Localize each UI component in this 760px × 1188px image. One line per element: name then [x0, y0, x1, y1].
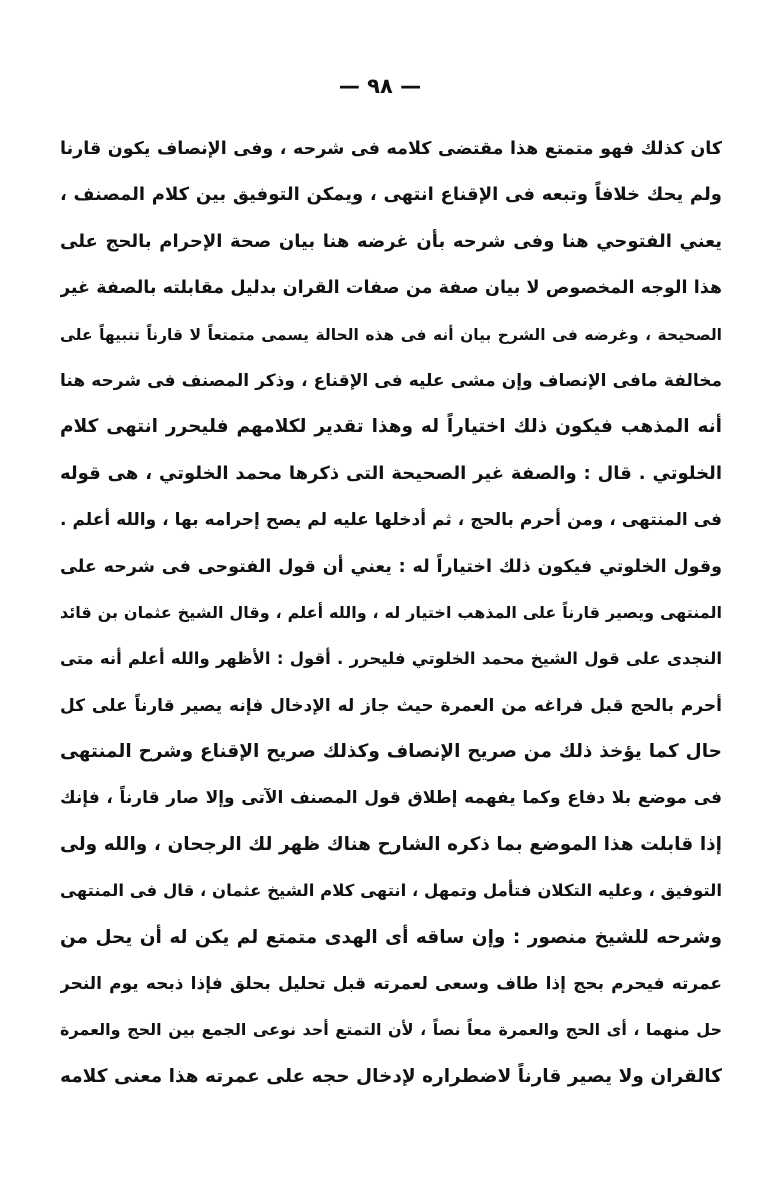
text-line: النجدى على قول الشيخ محمد الخلوتي فليحرر . أقول : الأظهر والله أعلم أنه متى: [60, 649, 722, 669]
text-line: يعني الفتوحي هنا وفى شرحه بأن غرضه هنا بيان صحة الإحرام بالحج على: [60, 230, 722, 252]
text-line: كان كذلك فهو متمتع هذا مقتضى كلامه فى شرحه ، وفى الإنصاف يكون قارنا: [60, 139, 722, 159]
text-line: أنه المذهب فيكون ذلك اختياراً له وهذا تقدير لكلامهم فليحرر انتهى كلام: [60, 416, 722, 438]
text-line: إذا قابلت هذا الموضع بما ذكره الشارح هناك ظهر لك الرجحان ، والله ولى: [60, 833, 722, 855]
text-line: الخلوتي . قال : والصفة غير الصحيحة التى ذكرها محمد الخلوتي ، هى قوله: [60, 462, 722, 484]
text-line: الصحيحة ، وغرضه فى الشرح بيان أنه فى هذه الحالة يسمى متمتعاً لا قارناً تنبيهاً على: [60, 325, 722, 344]
text-line: ولم يحك خلافاً وتبعه فى الإقناع انتهى ، ويمكن التوفيق بين كلام المصنف ،: [60, 184, 722, 206]
text-line: وشرحه للشيخ منصور : وإن ساقه أى الهدى متمتع لم يكن له أن يحل من: [60, 926, 722, 948]
text-line: هذا الوجه المخصوص لا بيان صفة من صفات القران بدليل مقابلته بالصفة غير: [60, 278, 722, 299]
text-line: مخالفة مافى الإنصاف وإن مشى عليه فى الإقناع ، وذكر المصنف فى شرحه هنا: [60, 370, 722, 391]
text-line: عمرته فيحرم بحج إذا طاف وسعى لعمرته قبل تحليل بحلق فإذا ذبحه يوم النحر: [60, 974, 722, 995]
text-line: فى موضع بلا دفاع وكما يفهمه إطلاق قول المصنف الآتى وإلا صار قارناً ، فإنك: [60, 788, 722, 809]
text-line: وقول الخلوتي فيكون ذلك اختياراً له : يعني أن قول الفتوحى فى شرحه على: [60, 556, 722, 577]
body-text: [60, 126, 722, 1100]
text-line: التوفيق ، وعليه التكلان فتأمل وتمهل ، انتهى كلام الشيخ عثمان ، قال فى المنتهى: [60, 881, 722, 901]
text-line: حال كما يؤخذ ذلك من صريح الإنصاف وكذلك صريح الإقناع وشرح المنتهى: [60, 741, 722, 763]
text-line: كالقران ولا يصير قارناً لاضطراره لإدخال حجه على عمرته هذا معنى كلامه: [60, 1065, 722, 1087]
text-line: المنتهى ويصير قارناً على المذهب اختيار له ، والله أعلم ، وقال الشيخ عثمان بن قائد: [60, 602, 722, 622]
page-number: — ٩٨ —: [338, 74, 422, 98]
text-line: حل منهما ، أى الحج والعمرة معاً نصاً ، لأن التمتع أحد نوعى الجمع بين الحج والعمرة: [60, 1020, 722, 1040]
text-line: أحرم بالحج قبل فراغه من العمرة حيث جاز له الإدخال فإنه يصير قارناً على كل: [60, 695, 722, 716]
text-line: فى المنتهى ، ومن أحرم بالحج ، ثم أدخلها عليه لم يصح إحرامه بها ، والله أعلم .: [60, 510, 722, 531]
